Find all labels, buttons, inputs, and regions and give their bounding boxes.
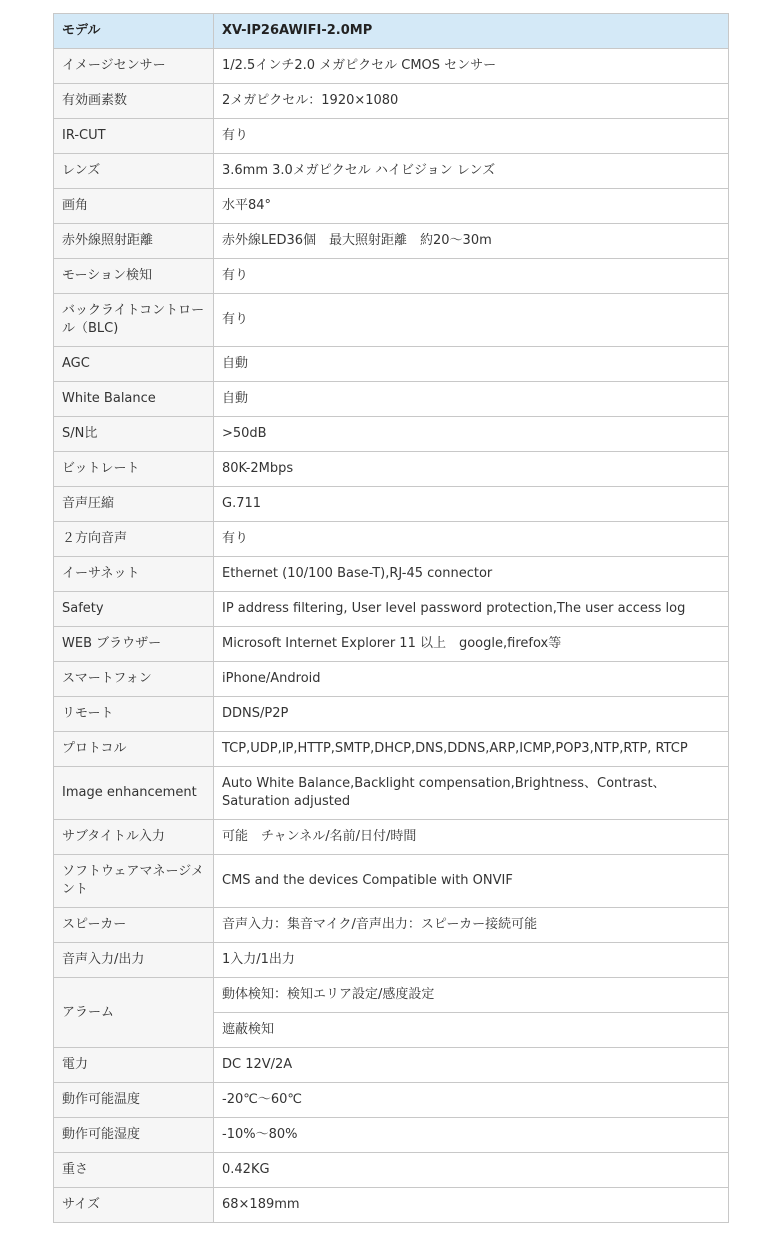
- row-label: ソフトウェアマネージメント: [54, 855, 214, 908]
- table-row: [54, 820, 729, 855]
- header-model: XV-IP26AWIFI-2.0MP: [214, 14, 729, 49]
- row-label: 赤外線照射距離: [54, 224, 214, 259]
- table-row: [54, 487, 729, 522]
- table-row: [54, 557, 729, 592]
- table-row: [54, 1048, 729, 1083]
- table-row: [54, 1188, 729, 1223]
- row-label: 音声圧縮: [54, 487, 214, 522]
- table-row: [54, 978, 729, 1013]
- table-row: [54, 855, 729, 908]
- alarm-label: アラーム: [54, 978, 214, 1048]
- table-row: [54, 49, 729, 84]
- table-row: [54, 154, 729, 189]
- row-value: IP address filtering, User level password protection,The user access log: [214, 592, 729, 627]
- row-label: スピーカー: [54, 908, 214, 943]
- row-value: TCP,UDP,IP,HTTP,SMTP,DHCP,DNS,DDNS,ARP,ICMP,POP3,NTP,RTP, RTCP: [214, 732, 729, 767]
- row-value: 自動: [214, 382, 729, 417]
- row-label: バックライトコントロール（BLC): [54, 294, 214, 347]
- row-value: 音声入力：集音マイク/音声出力：スピーカー接続可能: [214, 908, 729, 943]
- row-label: イーサネット: [54, 557, 214, 592]
- header-label: モデル: [54, 14, 214, 49]
- row-label: IR-CUT: [54, 119, 214, 154]
- row-label: Image enhancement: [54, 767, 214, 820]
- row-label: 動作可能温度: [54, 1083, 214, 1118]
- row-value: 赤外線LED36個 最大照射距離 約20～30m: [214, 224, 729, 259]
- table-row: [54, 1153, 729, 1188]
- row-label: ２方向音声: [54, 522, 214, 557]
- table-row: [54, 592, 729, 627]
- table-row: [54, 697, 729, 732]
- row-value: 1入力/1出力: [214, 943, 729, 978]
- row-label: レンズ: [54, 154, 214, 189]
- spec-table-container: [53, 13, 728, 1223]
- alarm-value-mask: 遮蔽検知: [214, 1013, 729, 1048]
- table-row: [54, 119, 729, 154]
- row-value: 68×189mm: [214, 1188, 729, 1223]
- row-label: 重さ: [54, 1153, 214, 1188]
- table-row: [54, 382, 729, 417]
- row-label: サイズ: [54, 1188, 214, 1223]
- row-label: AGC: [54, 347, 214, 382]
- row-label: サブタイトル入力: [54, 820, 214, 855]
- row-label: White Balance: [54, 382, 214, 417]
- row-value: 有り: [214, 259, 729, 294]
- row-label: 有効画素数: [54, 84, 214, 119]
- row-value: Ethernet (10/100 Base-T),RJ-45 connector: [214, 557, 729, 592]
- table-row: [54, 732, 729, 767]
- row-value: CMS and the devices Compatible with ONVIF: [214, 855, 729, 908]
- table-row: [54, 1083, 729, 1118]
- row-label: 画角: [54, 189, 214, 224]
- table-row: [54, 627, 729, 662]
- row-label: リモート: [54, 697, 214, 732]
- row-value: DC 12V/2A: [214, 1048, 729, 1083]
- table-row: [54, 189, 729, 224]
- row-value: -20℃～60℃: [214, 1083, 729, 1118]
- row-value: Auto White Balance,Backlight compensation,Brightness、Contrast、Saturation adjusted: [214, 767, 729, 820]
- row-value: >50dB: [214, 417, 729, 452]
- row-value: iPhone/Android: [214, 662, 729, 697]
- row-value: 自動: [214, 347, 729, 382]
- row-value: Microsoft Internet Explorer 11 以上 google,firefox等: [214, 627, 729, 662]
- row-value: 有り: [214, 522, 729, 557]
- row-value: 可能 チャンネル/名前/日付/時間: [214, 820, 729, 855]
- table-row: [54, 294, 729, 347]
- table-row: [54, 452, 729, 487]
- row-label: スマートフォン: [54, 662, 214, 697]
- alarm-value-motion: 動体検知：検知エリア設定/感度設定: [214, 978, 729, 1013]
- table-row: [54, 943, 729, 978]
- table-row: [54, 1118, 729, 1153]
- row-label: Safety: [54, 592, 214, 627]
- table-row: [54, 347, 729, 382]
- row-value: 有り: [214, 119, 729, 154]
- row-value: 1/2.5インチ2.0 メガピクセル CMOS センサー: [214, 49, 729, 84]
- table-header-row: [54, 14, 729, 49]
- table-row: [54, 662, 729, 697]
- table-row: [54, 908, 729, 943]
- table-row: [54, 224, 729, 259]
- table-row: [54, 84, 729, 119]
- row-value: 3.6mm 3.0メガピクセル ハイビジョン レンズ: [214, 154, 729, 189]
- row-label: プロトコル: [54, 732, 214, 767]
- table-row: [54, 417, 729, 452]
- row-label: モーション検知: [54, 259, 214, 294]
- row-value: -10%～80%: [214, 1118, 729, 1153]
- table-row: [54, 522, 729, 557]
- row-label: 動作可能湿度: [54, 1118, 214, 1153]
- table-row: [54, 767, 729, 820]
- row-value: 0.42KG: [214, 1153, 729, 1188]
- row-label: S/N比: [54, 417, 214, 452]
- table-row: [54, 259, 729, 294]
- row-label: ビットレート: [54, 452, 214, 487]
- row-label: 音声入力/出力: [54, 943, 214, 978]
- row-label: WEB ブラウザー: [54, 627, 214, 662]
- row-value: 2メガピクセル：1920×1080: [214, 84, 729, 119]
- row-value: G.711: [214, 487, 729, 522]
- row-value: 80K-2Mbps: [214, 452, 729, 487]
- row-value: 有り: [214, 294, 729, 347]
- row-value: 水平84°: [214, 189, 729, 224]
- spec-table: [53, 13, 729, 1223]
- row-label: イメージセンサー: [54, 49, 214, 84]
- row-value: DDNS/P2P: [214, 697, 729, 732]
- row-label: 電力: [54, 1048, 214, 1083]
